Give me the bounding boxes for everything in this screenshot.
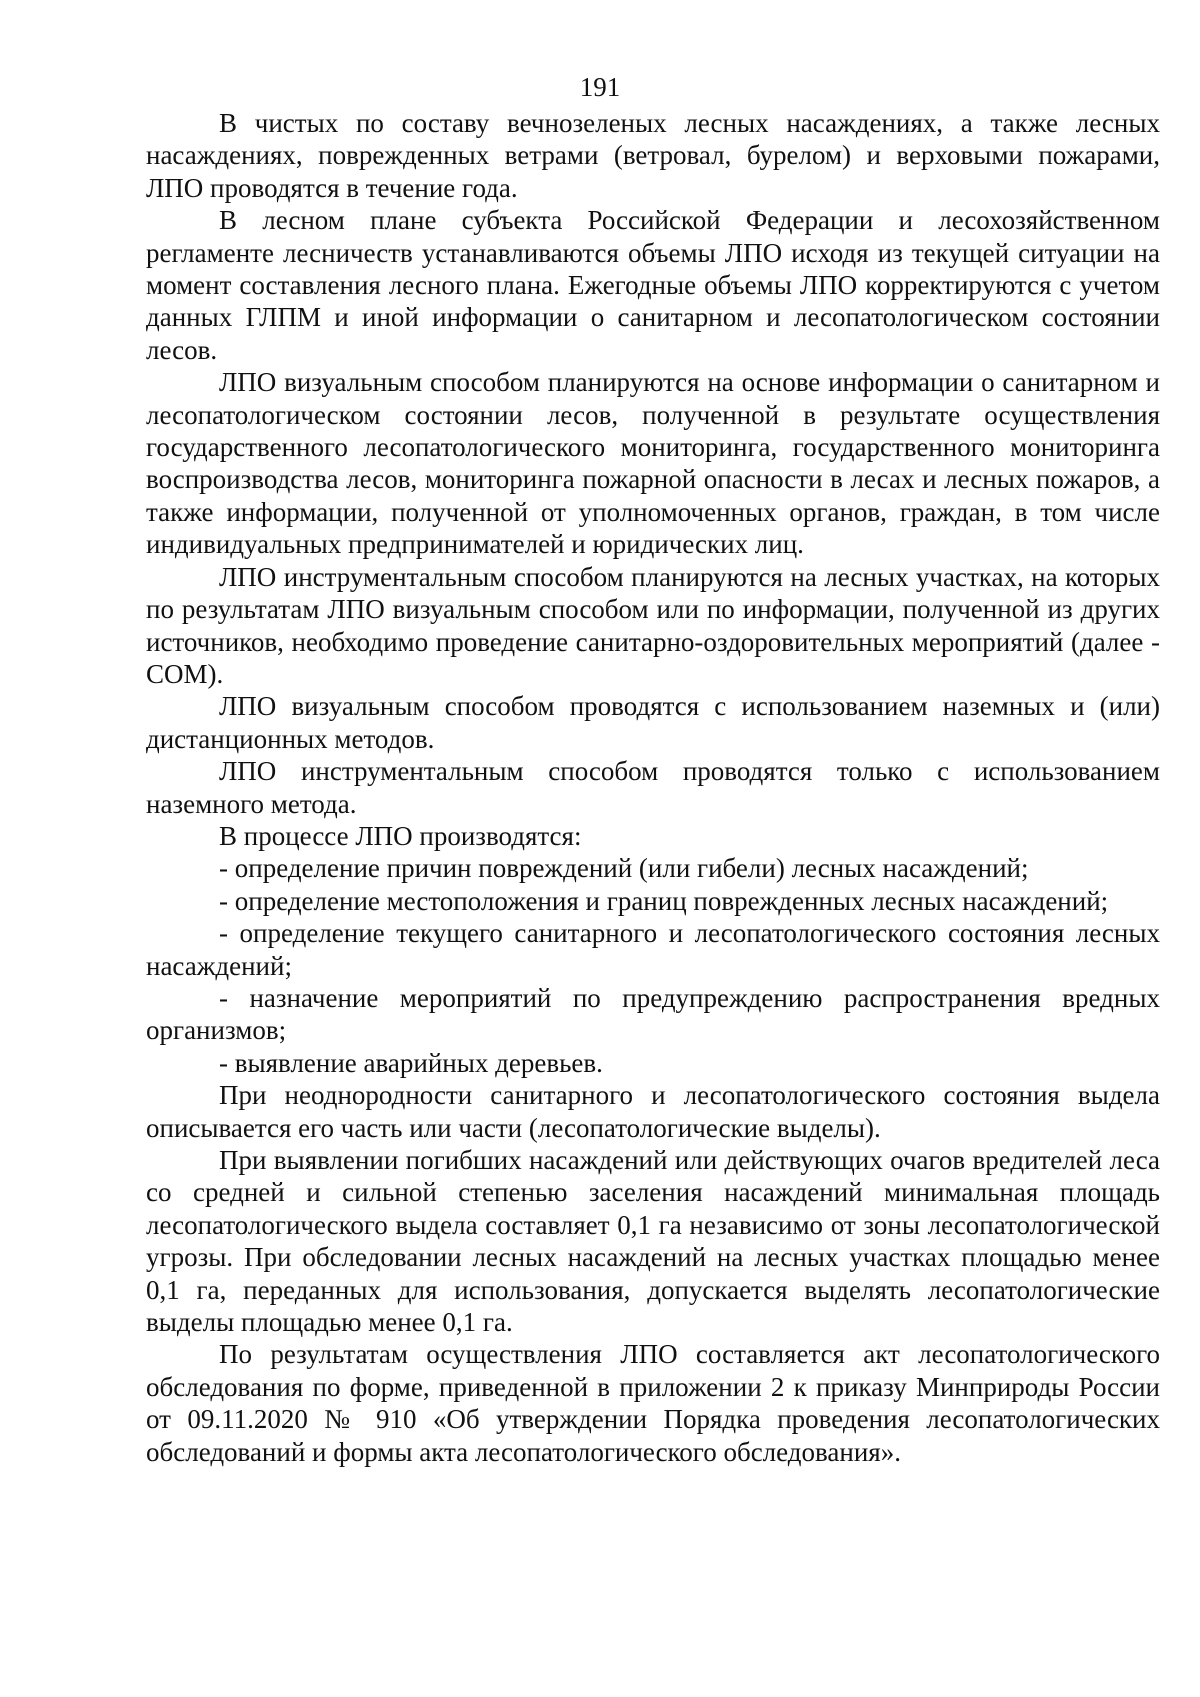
paragraph: При неоднородности санитарного и лесопатологического состояния выдела описывается его часть или части (лесопатологические выделы). [146, 1080, 1160, 1143]
paragraph: ЛПО визуальным способом проводятся с использованием наземных и (или) дистанционных методов. [146, 691, 1160, 754]
paragraph: ЛПО инструментальным способом проводятся только с использованием наземного метода. [146, 756, 1160, 819]
list-item: - определение текущего санитарного и лесопатологического состояния лесных насаждений; [146, 918, 1160, 981]
page-number: 191 [579, 72, 621, 102]
paragraph: ЛПО инструментальным способом планируются на лесных участках, на которых по результатам ЛПО визуальным способом или по информации, полученной из других источников, необходимо проведение санитарно-оздоровительных мероприятий (далее - СОМ). [146, 561, 1160, 689]
paragraph: В лесном плане субъекта Российской Федерации и лесохозяйственном регламенте лесничеств устанавливаются объемы ЛПО исходя из текущей ситуации на момент составления лесного плана. Ежегодные объемы ЛПО корректируются с учетом данных ГЛПМ и иной информации о санитарном и лесопатологическом состоянии лесов. [146, 205, 1160, 365]
list-intro: В процессе ЛПО производятся: [219, 820, 582, 851]
paragraph: ЛПО визуальным способом планируются на основе информации о санитарном и лесопатологическом состоянии лесов, полученной в результате осуществления государственного лесопатологического мониторинга, государственного мониторинга воспроизводства лесов, мониторинга пожарной опасности в лесах и лесных пожаров, а также информации, полученной от уполномоченных органов, граждан, в том числе индивидуальных предпринимателей и юридических лиц. [146, 367, 1160, 560]
list-item: - определение местоположения и границ поврежденных лесных насаждений; [219, 885, 1109, 916]
paragraph: По результатам осуществления ЛПО составляется акт лесопатологического обследования по форме, приведенной в приложении 2 к приказу Минприроды России от 09.11.2020 № 910 «Об утверждении Порядка проведения лесопатологических обследований и формы акта лесопатологического обследования». [146, 1339, 1160, 1467]
paragraph: При выявлении погибших насаждений или действующих очагов вредителей леса со средней и сильной степенью заселения насаждений минимальная площадь лесопатологического выдела составляет 0,1 га независимо от зоны лесопатологической угрозы. При обследовании лесных насаждений на лесных участках площадью менее 0,1 га, переданных для использования, допускается выделять лесопатологические выделы площадью менее 0,1 га. [146, 1145, 1160, 1338]
document-body [146, 107, 1160, 1468]
list-item: - определение причин повреждений (или гибели) лесных насаждений; [219, 853, 1029, 884]
paragraph: В чистых по составу вечнозеленых лесных насаждениях, а также лесных насаждениях, поврежденных ветрами (ветровал, бурелом) и верховыми пожарами, ЛПО проводятся в течение года. [146, 108, 1160, 203]
list-item: - назначение мероприятий по предупреждению распространения вредных организмов; [146, 982, 1160, 1046]
list-item: - выявление аварийных деревьев. [219, 1047, 603, 1078]
